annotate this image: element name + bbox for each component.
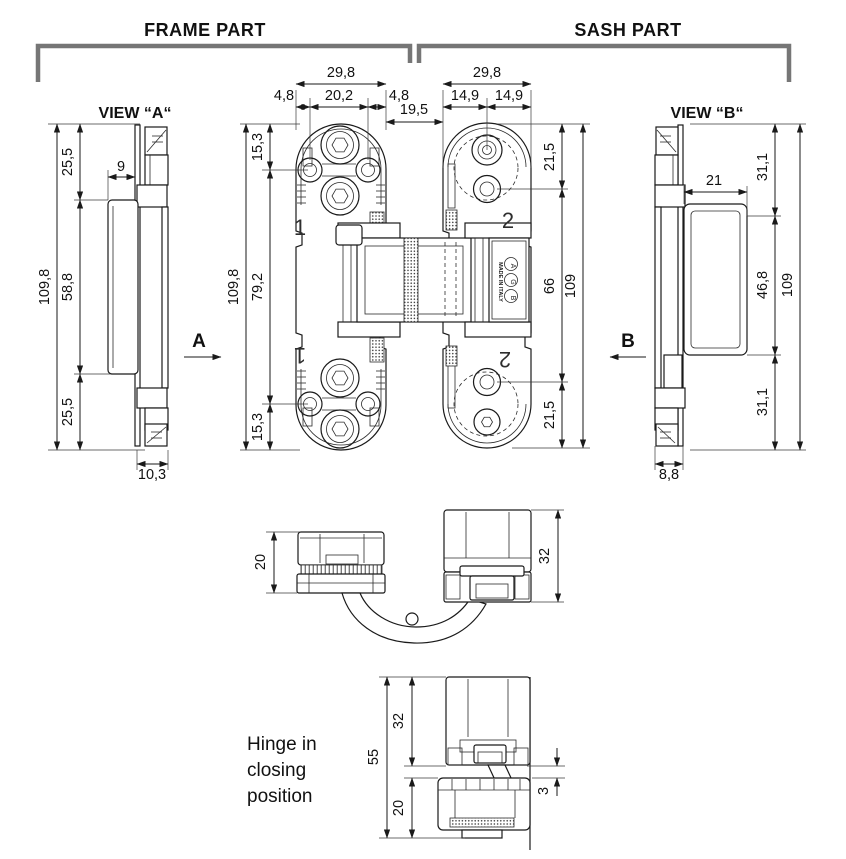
- sash-dim-body: 66: [542, 277, 558, 295]
- view-a-dim-depth: 9: [116, 159, 126, 175]
- view-b-label: VIEW “B“: [670, 105, 744, 122]
- agb-letter-g: G: [509, 279, 516, 285]
- closed-dim-frame: 20: [391, 799, 407, 817]
- sash-part-number: 2: [501, 208, 515, 233]
- frame-dim-edge-left: 4,8: [273, 88, 295, 104]
- frame-part-number: 1: [293, 215, 307, 240]
- view-b-dim-depth: 21: [705, 173, 723, 189]
- closing-note-line-1: Hinge in: [247, 734, 317, 755]
- view-a-dim-bottom: 25,5: [60, 397, 76, 427]
- sash-dim-width: 29,8: [472, 65, 502, 81]
- closed-dim-gap: 3: [536, 786, 552, 796]
- view-b-drawing: [655, 125, 747, 446]
- open-position-drawing: [297, 510, 531, 643]
- frame-dim-end-bottom: 15,3: [250, 412, 266, 442]
- frame-dim-body: 79,2: [250, 272, 266, 302]
- closing-note-line-3: position: [247, 786, 313, 807]
- view-b-dim-total: 109: [780, 272, 796, 298]
- section-brackets: [38, 46, 789, 82]
- open-dim-frame-height: 20: [253, 553, 269, 571]
- view-b-dim-bottom: 31,1: [755, 387, 771, 417]
- view-a-dim-foot: 10,3: [137, 467, 167, 483]
- view-b-dim-foot: 8,8: [658, 467, 680, 483]
- frame-dim-width: 29,8: [326, 65, 356, 81]
- view-a-dim-total: 109,8: [37, 268, 53, 306]
- arrow-b-label: B: [621, 331, 635, 352]
- agb-letter-b: B: [509, 295, 516, 301]
- sash-dim-total: 109: [563, 273, 579, 299]
- closed-dim-sash: 32: [391, 712, 407, 730]
- frame-sash-gap-dim: 19,5: [399, 102, 429, 118]
- sash-dim-end-top: 21,5: [542, 142, 558, 172]
- frame-dim-center: 20,2: [324, 88, 354, 104]
- sash-dim-end-bottom: 21,5: [542, 400, 558, 430]
- frame-part-title: FRAME PART: [144, 20, 266, 40]
- agb-letter-a: A: [509, 263, 516, 269]
- closed-dim-total: 55: [366, 748, 382, 766]
- frame-dim-edge-right: 4,8: [388, 88, 410, 104]
- frame-dim-total: 109,8: [226, 268, 242, 306]
- view-a-label: VIEW “A“: [98, 105, 172, 122]
- view-b-dim-top: 31,1: [755, 152, 771, 182]
- view-a-dim-top: 25,5: [60, 147, 76, 177]
- arrow-a-label: A: [192, 331, 206, 352]
- closed-position-drawing: [438, 677, 530, 850]
- made-in-italy-label: MADE IN ITALY: [497, 262, 503, 302]
- open-dim-sash-height: 32: [537, 547, 553, 565]
- sash-part-number-mirrored: 2: [498, 347, 512, 372]
- closing-note-line-2: closing: [247, 760, 307, 781]
- view-a-dim-mid: 58,8: [60, 272, 76, 302]
- sash-dim-half-left: 14,9: [450, 88, 480, 104]
- view-b-dim-mid: 46,8: [755, 270, 771, 300]
- sash-part-title: SASH PART: [574, 20, 682, 40]
- frame-part-number-mirrored: 1: [293, 343, 307, 368]
- frame-dim-end-top: 15,3: [250, 132, 266, 162]
- sash-dim-half-right: 14,9: [494, 88, 524, 104]
